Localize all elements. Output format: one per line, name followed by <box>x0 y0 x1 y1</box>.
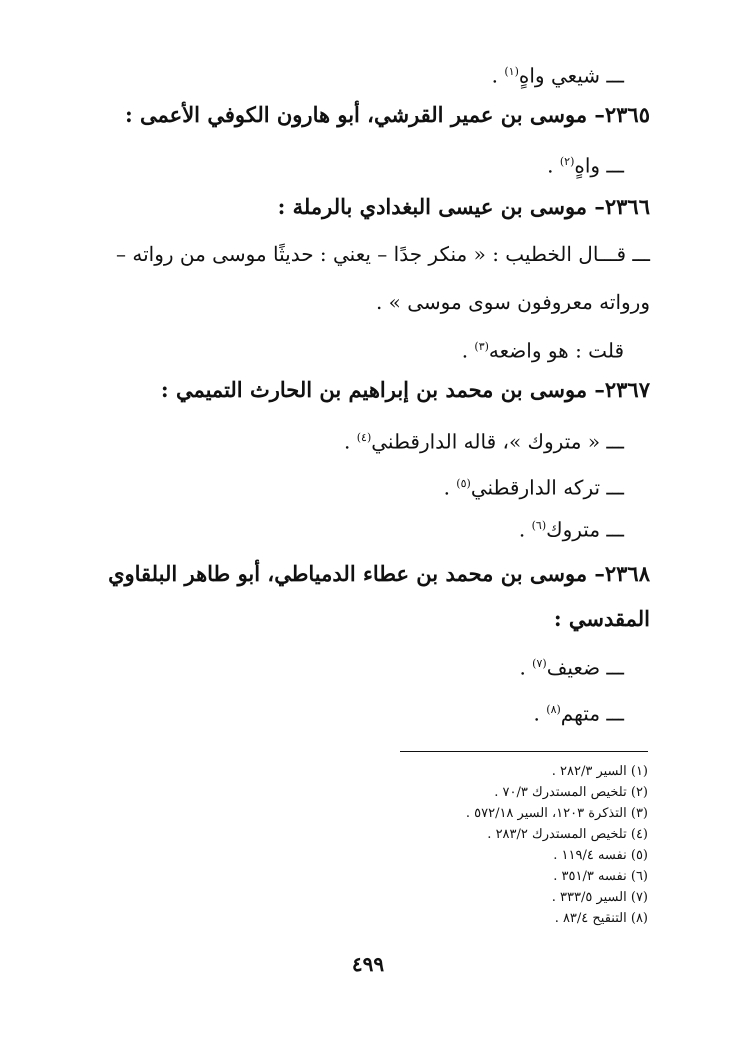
text-line <box>70 650 624 682</box>
text-line <box>70 424 624 456</box>
line-text: ـــ شيعي واهٍ <box>518 63 624 88</box>
entry-heading-2368: ٢٣٦٨– موسى بن محمد بن عطاء الدمياطي، أبو طاهر البلقاوي <box>108 561 650 586</box>
footnote-ref[interactable]: (٤) <box>356 431 372 444</box>
period: . <box>533 701 547 726</box>
text-line <box>70 470 624 502</box>
footnote-ref[interactable]: (١) <box>504 65 519 78</box>
text-line <box>70 148 624 180</box>
text-line <box>70 696 624 728</box>
entry-heading-2366: ٢٣٦٦– موسى بن عيسى البغدادي بالرملة : <box>277 194 650 219</box>
footnote-ref[interactable]: (٨) <box>546 703 561 716</box>
footnote: (٧) السير ٣٣٣/٥ . <box>551 890 648 905</box>
footnote-ref[interactable]: (٣) <box>474 340 489 353</box>
text-line <box>70 512 624 544</box>
footnote-separator <box>400 751 648 752</box>
page-number: ٤٩٩ <box>351 952 385 976</box>
text-line <box>70 333 624 365</box>
line-text: ـــ متهم <box>560 701 624 726</box>
line-text: ـــ « متروك »، قاله الدارقطني <box>371 429 624 454</box>
entry-heading-2367: ٢٣٦٧– موسى بن محمد بن إبراهيم بن الحارث التميمي : <box>160 377 650 402</box>
period: . <box>518 517 532 542</box>
text-line: ـــ قـــال الخطيب : « منكر جدًا – يعني : حديثًا موسى من رواته – <box>116 242 650 266</box>
footnote: (٦) نفسه ٣٥١/٣ . <box>553 869 648 884</box>
footnote: (٥) نفسه ١١٩/٤ . <box>553 848 648 863</box>
footnote-ref[interactable]: (٢) <box>559 155 575 168</box>
period: . <box>443 475 457 500</box>
footnote: (٤) تلخيص المستدرك ٢٨٣/٢ . <box>487 827 648 842</box>
footnote: (٢) تلخيص المستدرك ٧٠/٣ . <box>494 785 648 800</box>
period: . <box>491 63 505 88</box>
entry-heading-2368-cont: المقدسي : <box>553 606 650 631</box>
footnote: (٨) التنقيح ٨٣/٤ . <box>554 911 648 926</box>
period: . <box>461 338 475 363</box>
footnote-ref[interactable]: (٧) <box>532 657 547 670</box>
entry-heading-2365: ٢٣٦٥– موسى بن عمير القرشي، أبو هارون الكوفي الأعمى : <box>124 102 650 127</box>
text-line: ورواته معروفون سوى موسى » . <box>375 290 650 314</box>
line-text: ـــ متروك <box>546 517 624 542</box>
line-text: قلت : هو واضعه <box>488 338 624 363</box>
period: . <box>344 429 357 454</box>
line-text: ـــ ضعيف <box>546 655 624 680</box>
period: . <box>547 153 560 178</box>
footnote-ref[interactable]: (٥) <box>456 477 471 490</box>
line-text: ـــ تركه الدارقطني <box>470 475 624 500</box>
text-line <box>70 58 624 90</box>
period: . <box>519 655 533 680</box>
footnote-ref[interactable]: (٦) <box>531 519 547 532</box>
footnote: (٣) التذكرة ١٢٠٣، السير ٥٧٢/١٨ . <box>465 806 648 821</box>
footnote: (١) السير ٢٨٢/٣ . <box>551 764 648 779</box>
line-text: ـــ واهٍ <box>574 153 624 178</box>
